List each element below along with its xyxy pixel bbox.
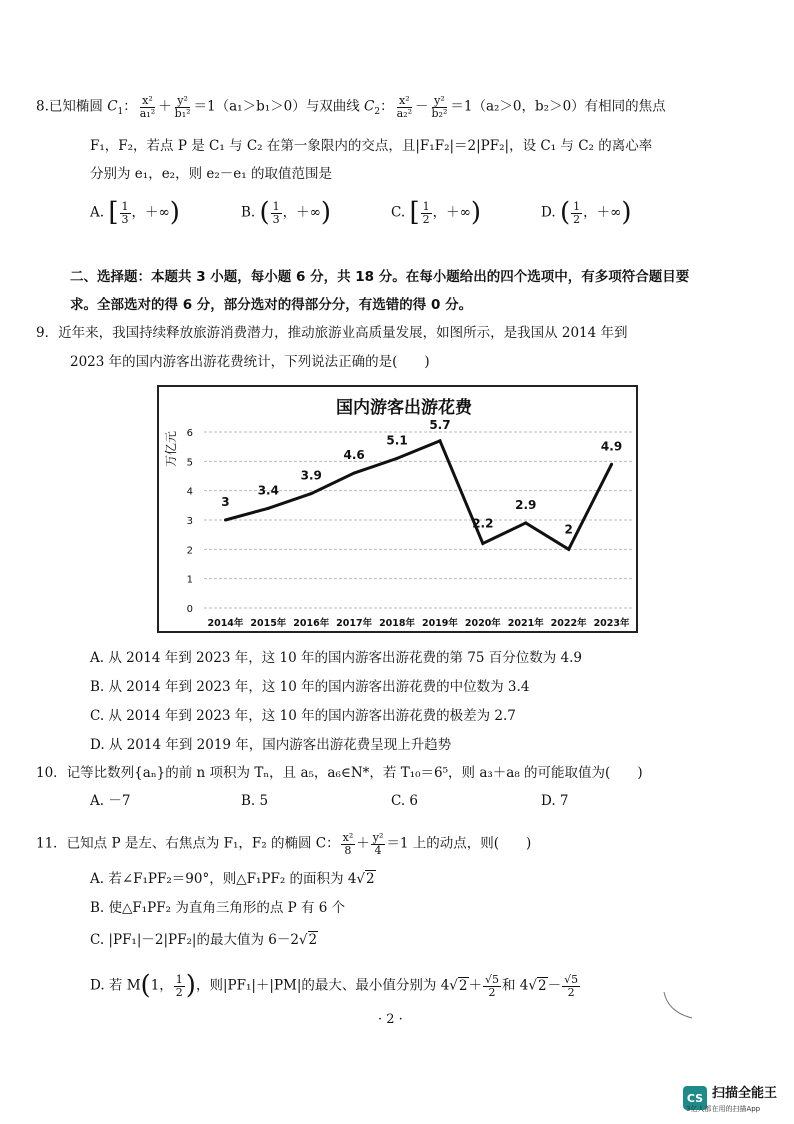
- option-text3: 和 4: [502, 977, 529, 994]
- q10-line1: 10．记等比数列{aₙ}的前 n 项积为 Tₙ，且 a₅，a₆∈N*，若 T₁₀＝6⁵，则 a₃＋a₈ 的可能取值为( ): [36, 765, 643, 781]
- q8-c1-sub: 1: [117, 107, 124, 118]
- minus-sign: －: [547, 977, 562, 994]
- data-point: [267, 507, 270, 510]
- q8-line3: 分别为 e₁，e₂，则 e₂－e₁ 的取值范围是: [90, 166, 332, 182]
- frac-num: 1: [272, 200, 280, 213]
- data-label: 3: [221, 495, 230, 509]
- chart-svg: [159, 387, 636, 631]
- q11-option-c[interactable]: C. |PF₁|－2|PF₂|的最大值为 6－2√2: [90, 932, 318, 948]
- q9-option-a[interactable]: A. 从 2014 年到 2023 年，这 10 年的国内游客出游花费的第 75 百分位数为 4.9: [90, 650, 582, 666]
- page-number: · 2 ·: [378, 1012, 403, 1027]
- frac-den: 4: [374, 843, 382, 857]
- data-point: [224, 519, 227, 522]
- bracket: (: [559, 197, 571, 228]
- q11-text: 11．已知点 P 是左、右焦点为 F₁，F₂ 的椭圆 C：: [36, 835, 340, 852]
- q10-option-a[interactable]: A. －7: [90, 793, 131, 809]
- frac-num: 1: [175, 973, 183, 986]
- x-tick-label: 2019年: [421, 618, 458, 629]
- page-curl-mark: [660, 990, 700, 1020]
- data-point: [396, 457, 399, 460]
- frac-den: a₁²: [139, 106, 156, 120]
- data-label: 5.7: [429, 417, 451, 432]
- root5-frac-2: [562, 974, 580, 998]
- y-tick-label: 4: [186, 486, 193, 498]
- q8-number: 8.: [36, 98, 49, 115]
- frac-num: 1: [121, 200, 129, 213]
- sqrt-radicand: 2: [366, 871, 375, 887]
- chart-title: 国内游客出游花费: [336, 398, 472, 418]
- q8-cond1: ＝1（a₁＞b₁＞0）与双曲线: [193, 98, 360, 115]
- frac-den: 3: [272, 212, 280, 226]
- data-label: 4.9: [600, 439, 623, 454]
- q8-c1: C: [107, 98, 118, 115]
- frac-num: x²: [142, 94, 153, 107]
- sqrt-radicand: 2: [538, 977, 547, 994]
- q8-option-c[interactable]: [391, 197, 481, 228]
- data-label: 5.1: [386, 433, 408, 448]
- frac-den: 2: [567, 985, 575, 999]
- q8-frac-y2: [430, 95, 450, 119]
- q8-plus: ＋: [158, 98, 172, 115]
- frac-den: 2: [175, 985, 183, 999]
- q10-option-c[interactable]: C. 6: [391, 793, 419, 809]
- q8-option-a[interactable]: [90, 197, 180, 228]
- option-frac: [421, 201, 432, 225]
- q11-frac-x: [341, 832, 356, 856]
- q8-c2-sub: 2: [374, 107, 381, 118]
- x-tick-label: 2022年: [550, 618, 587, 629]
- option-rest: ，＋∞: [583, 204, 622, 221]
- x-tick-label: 2016年: [293, 618, 330, 629]
- frac-den: a₂²: [396, 106, 412, 120]
- y-tick-label: 1: [186, 574, 193, 586]
- data-point: [438, 439, 441, 442]
- q8-colon: ：: [380, 98, 394, 115]
- bracket: ): [185, 970, 196, 1001]
- point-x: 1，: [150, 977, 173, 994]
- data-point: [353, 472, 356, 475]
- q8-cond2: ＝1（a₂＞0，b₂＞0）有相同的焦点: [450, 98, 666, 115]
- y-tick-label: 3: [186, 516, 193, 527]
- q8-c2: C: [364, 98, 375, 115]
- data-point: [610, 463, 613, 466]
- x-tick-label: 2017年: [336, 618, 373, 629]
- q8-line1: [36, 95, 666, 119]
- option-rest: ，＋∞: [282, 204, 321, 221]
- y-tick-label: 0: [186, 604, 193, 615]
- data-label: 2.9: [515, 497, 537, 512]
- root5-frac: [483, 974, 501, 998]
- q8-frac-x2: [395, 95, 414, 119]
- chart-ylabel: 万亿元: [164, 430, 178, 468]
- q9-line1: 9．近年来，我国持续释放旅游消费潜力，推动旅游业高质量发展，如图所示，是我国从 2014 年到: [36, 325, 628, 341]
- frac-num: y²: [177, 94, 188, 107]
- data-label: 2: [564, 522, 573, 537]
- option-label: B.: [241, 204, 256, 221]
- frac-den: 2: [488, 985, 496, 999]
- data-label: 2.2: [472, 516, 494, 531]
- frac-den: 3: [121, 212, 129, 226]
- bracket: [: [108, 197, 119, 228]
- q9-option-b[interactable]: B. 从 2014 年到 2023 年，这 10 年的国内游客出游花费的中位数为 3.4: [90, 679, 530, 695]
- q9-option-c[interactable]: C. 从 2014 年到 2023 年，这 10 年的国内游客出游花费的极差为 2.7: [90, 708, 516, 724]
- frac-den: 2: [422, 212, 430, 226]
- brand-tagline: 3亿人都在用的扫描App: [686, 1105, 761, 1113]
- q10-option-b[interactable]: B. 5: [241, 793, 269, 809]
- data-point: [481, 542, 484, 545]
- frac-den: 2: [573, 212, 581, 226]
- sqrt-radicand: 2: [308, 932, 318, 948]
- frac-num: √5: [564, 973, 579, 986]
- plus-sign: ＋: [468, 977, 482, 994]
- q8-line2: F₁，F₂，若点 P 是 C₁ 与 C₂ 在第一象限内的交点，且|F₁F₂|＝2|PF₂|，设 C₁ 与 C₂ 的离心率: [90, 138, 653, 154]
- q8-colon: ：: [123, 98, 137, 115]
- bracket: (: [259, 197, 270, 228]
- q9-option-d[interactable]: D. 从 2014 年到 2019 年，国内游客出游花费呈现上升趋势: [90, 737, 452, 753]
- y-tick-label: 6: [186, 428, 193, 439]
- data-point: [567, 548, 570, 551]
- bracket: ): [169, 197, 180, 228]
- option-text: D. 若 M: [90, 977, 141, 994]
- bracket: ): [320, 197, 332, 228]
- frac-num: √5: [485, 973, 500, 986]
- x-tick-label: 2023年: [593, 618, 630, 629]
- q11-option-a[interactable]: A. 若∠F₁PF₂＝90°，则△F₁PF₂ 的面积为 4√2: [90, 871, 375, 887]
- q8-option-b[interactable]: [241, 197, 332, 228]
- x-tick-label: 2020年: [464, 618, 501, 629]
- q8-frac-y: [173, 95, 193, 119]
- bracket: ): [621, 197, 632, 228]
- bracket: ): [470, 197, 481, 228]
- camscanner-logo-icon: CS: [683, 1086, 707, 1110]
- q11-option-b[interactable]: B. 使△F₁PF₂ 为直角三角形的点 P 有 6 个: [90, 900, 346, 916]
- tourism-spending-chart: [157, 385, 638, 633]
- option-rest: ，＋∞: [131, 204, 170, 221]
- frac-num: y²: [434, 94, 445, 107]
- bracket: [: [409, 197, 420, 228]
- x-tick-label: 2015年: [250, 618, 287, 629]
- frac-num: 1: [573, 200, 581, 213]
- y-tick-label: 2: [186, 545, 193, 557]
- option-text: C. |PF₁|－2|PF₂|的最大值为 6－2: [90, 932, 299, 948]
- option-label: A.: [90, 204, 105, 221]
- frac-num: x²: [398, 94, 410, 107]
- point-y-frac: [174, 974, 185, 998]
- option-label: C.: [391, 204, 406, 221]
- q11-plus: ＋: [356, 835, 370, 852]
- brand-name: 扫描全能王: [712, 1086, 778, 1101]
- sqrt-radicand: 2: [458, 977, 468, 994]
- option-frac: [120, 201, 131, 225]
- frac-den: 8: [344, 843, 352, 857]
- q8-text: 已知椭圆: [48, 98, 103, 115]
- section2-line2: 求。全部选对的得 6 分，部分选对的得部分分，有选错的得 0 分。: [70, 297, 473, 313]
- frac-num: y²: [372, 831, 384, 844]
- q9-line2: 2023 年的国内游客出游花费统计，下列说法正确的是( ): [70, 354, 430, 370]
- bracket: (: [140, 970, 151, 1001]
- y-tick-label: 5: [186, 457, 193, 469]
- q11-option-d[interactable]: D. 若 M(1， $\frac{1}{2}$ )，则|PF₁|＋|PM|的最大、最小值分别为 4√2＋ $\frac{√5}{2}$ 和 4√2－ $\frac{√5}{2}$: [90, 970, 579, 1001]
- option-frac: [571, 201, 582, 225]
- option-text2: ，则|PF₁|＋|PM|的最大、最小值分别为 4: [195, 977, 450, 994]
- q11-line1: [36, 832, 531, 856]
- q8-minus: －: [415, 98, 429, 115]
- frac-den: b₁²: [174, 106, 191, 120]
- option-label: D.: [541, 204, 556, 221]
- section2-line1: 二、选择题：本题共 3 小题，每小题 6 分，共 18 分。在每小题给出的四个选项中，有多项符合题目要: [70, 269, 690, 285]
- data-label: 3.9: [300, 468, 322, 483]
- x-tick-label: 2018年: [379, 618, 416, 629]
- frac-num: x²: [342, 831, 354, 844]
- frac-den: b₂²: [431, 106, 448, 120]
- q10-option-d[interactable]: D. 7: [541, 793, 569, 809]
- q11-frac-y: [371, 832, 386, 856]
- option-frac: [271, 201, 282, 225]
- frac-num: 1: [422, 200, 430, 213]
- q11-text2: ＝1 上的动点，则( ): [386, 835, 532, 852]
- x-tick-label: 2021年: [507, 618, 544, 629]
- option-rest: ，＋∞: [432, 204, 471, 221]
- data-point: [524, 521, 527, 524]
- option-text: A. 若∠F₁PF₂＝90°，则△F₁PF₂ 的面积为 4: [90, 871, 357, 887]
- x-tick-label: 2014年: [207, 618, 244, 629]
- data-label: 4.6: [343, 448, 365, 463]
- q8-frac-x: [138, 95, 157, 119]
- q8-option-d[interactable]: [541, 197, 632, 228]
- data-point: [310, 492, 313, 495]
- data-label: 3.4: [257, 483, 279, 498]
- series-line: [225, 441, 611, 550]
